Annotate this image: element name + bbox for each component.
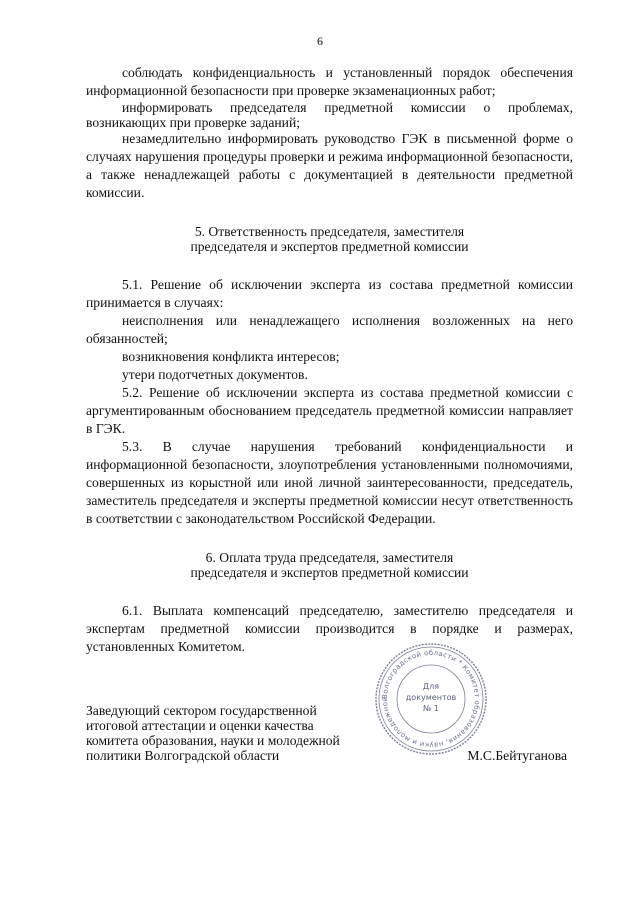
- page-number: 6: [317, 34, 323, 48]
- duty-paragraph: незамедлительно информировать руководство ГЭК в письменной форме о случаях нарушения процедуры проверки и режима информационной безопасности, а также ненадлежащей работы с документацией в деятельности предметной комиссии.: [86, 131, 573, 200]
- clause-5-1: 5.1. Решение об исключении эксперта из состава предметной комиссии принимается в случаях:: [86, 277, 573, 310]
- section-6-heading: 6. Оплата труда председателя, заместителя председателя и экспертов предметной комиссии: [190, 550, 469, 580]
- signatory-name: М.С.Бейтуганова: [467, 748, 567, 763]
- duty-paragraph: информировать председателя предметной комиссии о проблемах, возникающих при проверке заданий;: [86, 100, 573, 130]
- document-body: [86, 64, 573, 656]
- case-item: возникновения конфликта интересов;: [122, 349, 340, 364]
- case-item: неисполнения или ненадлежащего исполнения возложенных на него обязанностей;: [86, 313, 573, 346]
- signatory-title: Заведующий сектором государственной итоговой аттестации и оценки качества комитета образования, науки и молодежной политики Волгоградской области: [86, 703, 340, 763]
- clause-5-3: 5.3. В случае нарушения требований конфиденциальности и информационной безопасности, злоупотребления установленными полномочиями, совершенных из корыстной или иной личной заинтересованности, председатель, заместитель председателя и эксперты предметной комиссии несут ответственность в соответствии с законодательством Российской Федерации.: [86, 439, 573, 526]
- duty-paragraph: соблюдать конфиденциальность и установленный порядок обеспечения информационной безопасности при проверке экзаменационных работ;: [86, 65, 573, 98]
- case-item: утери подотчетных документов.: [122, 367, 308, 382]
- stamp-center-line: № 1: [423, 704, 439, 713]
- stamp-center-line: документов: [405, 693, 457, 702]
- section-5-heading: 5. Ответственность председателя, заместителя председателя и экспертов предметной комиссии: [190, 224, 469, 254]
- stamp-ring-text: Волгоградской области * Комитет образования, науки и молодежной: [380, 648, 482, 750]
- clause-6-1: 6.1. Выплата компенсаций председателю, заместителю председателя и экспертам предметной комиссии производится в порядке и размерах, установленных Комитетом.: [86, 603, 573, 654]
- stamp-center-line: Для: [422, 682, 440, 691]
- signature-block: [86, 703, 573, 763]
- clause-5-2: 5.2. Решение об исключении эксперта из состава предметной комиссии с аргументированным обоснованием председатель предметной комиссии направляет в ГЭК.: [86, 385, 573, 436]
